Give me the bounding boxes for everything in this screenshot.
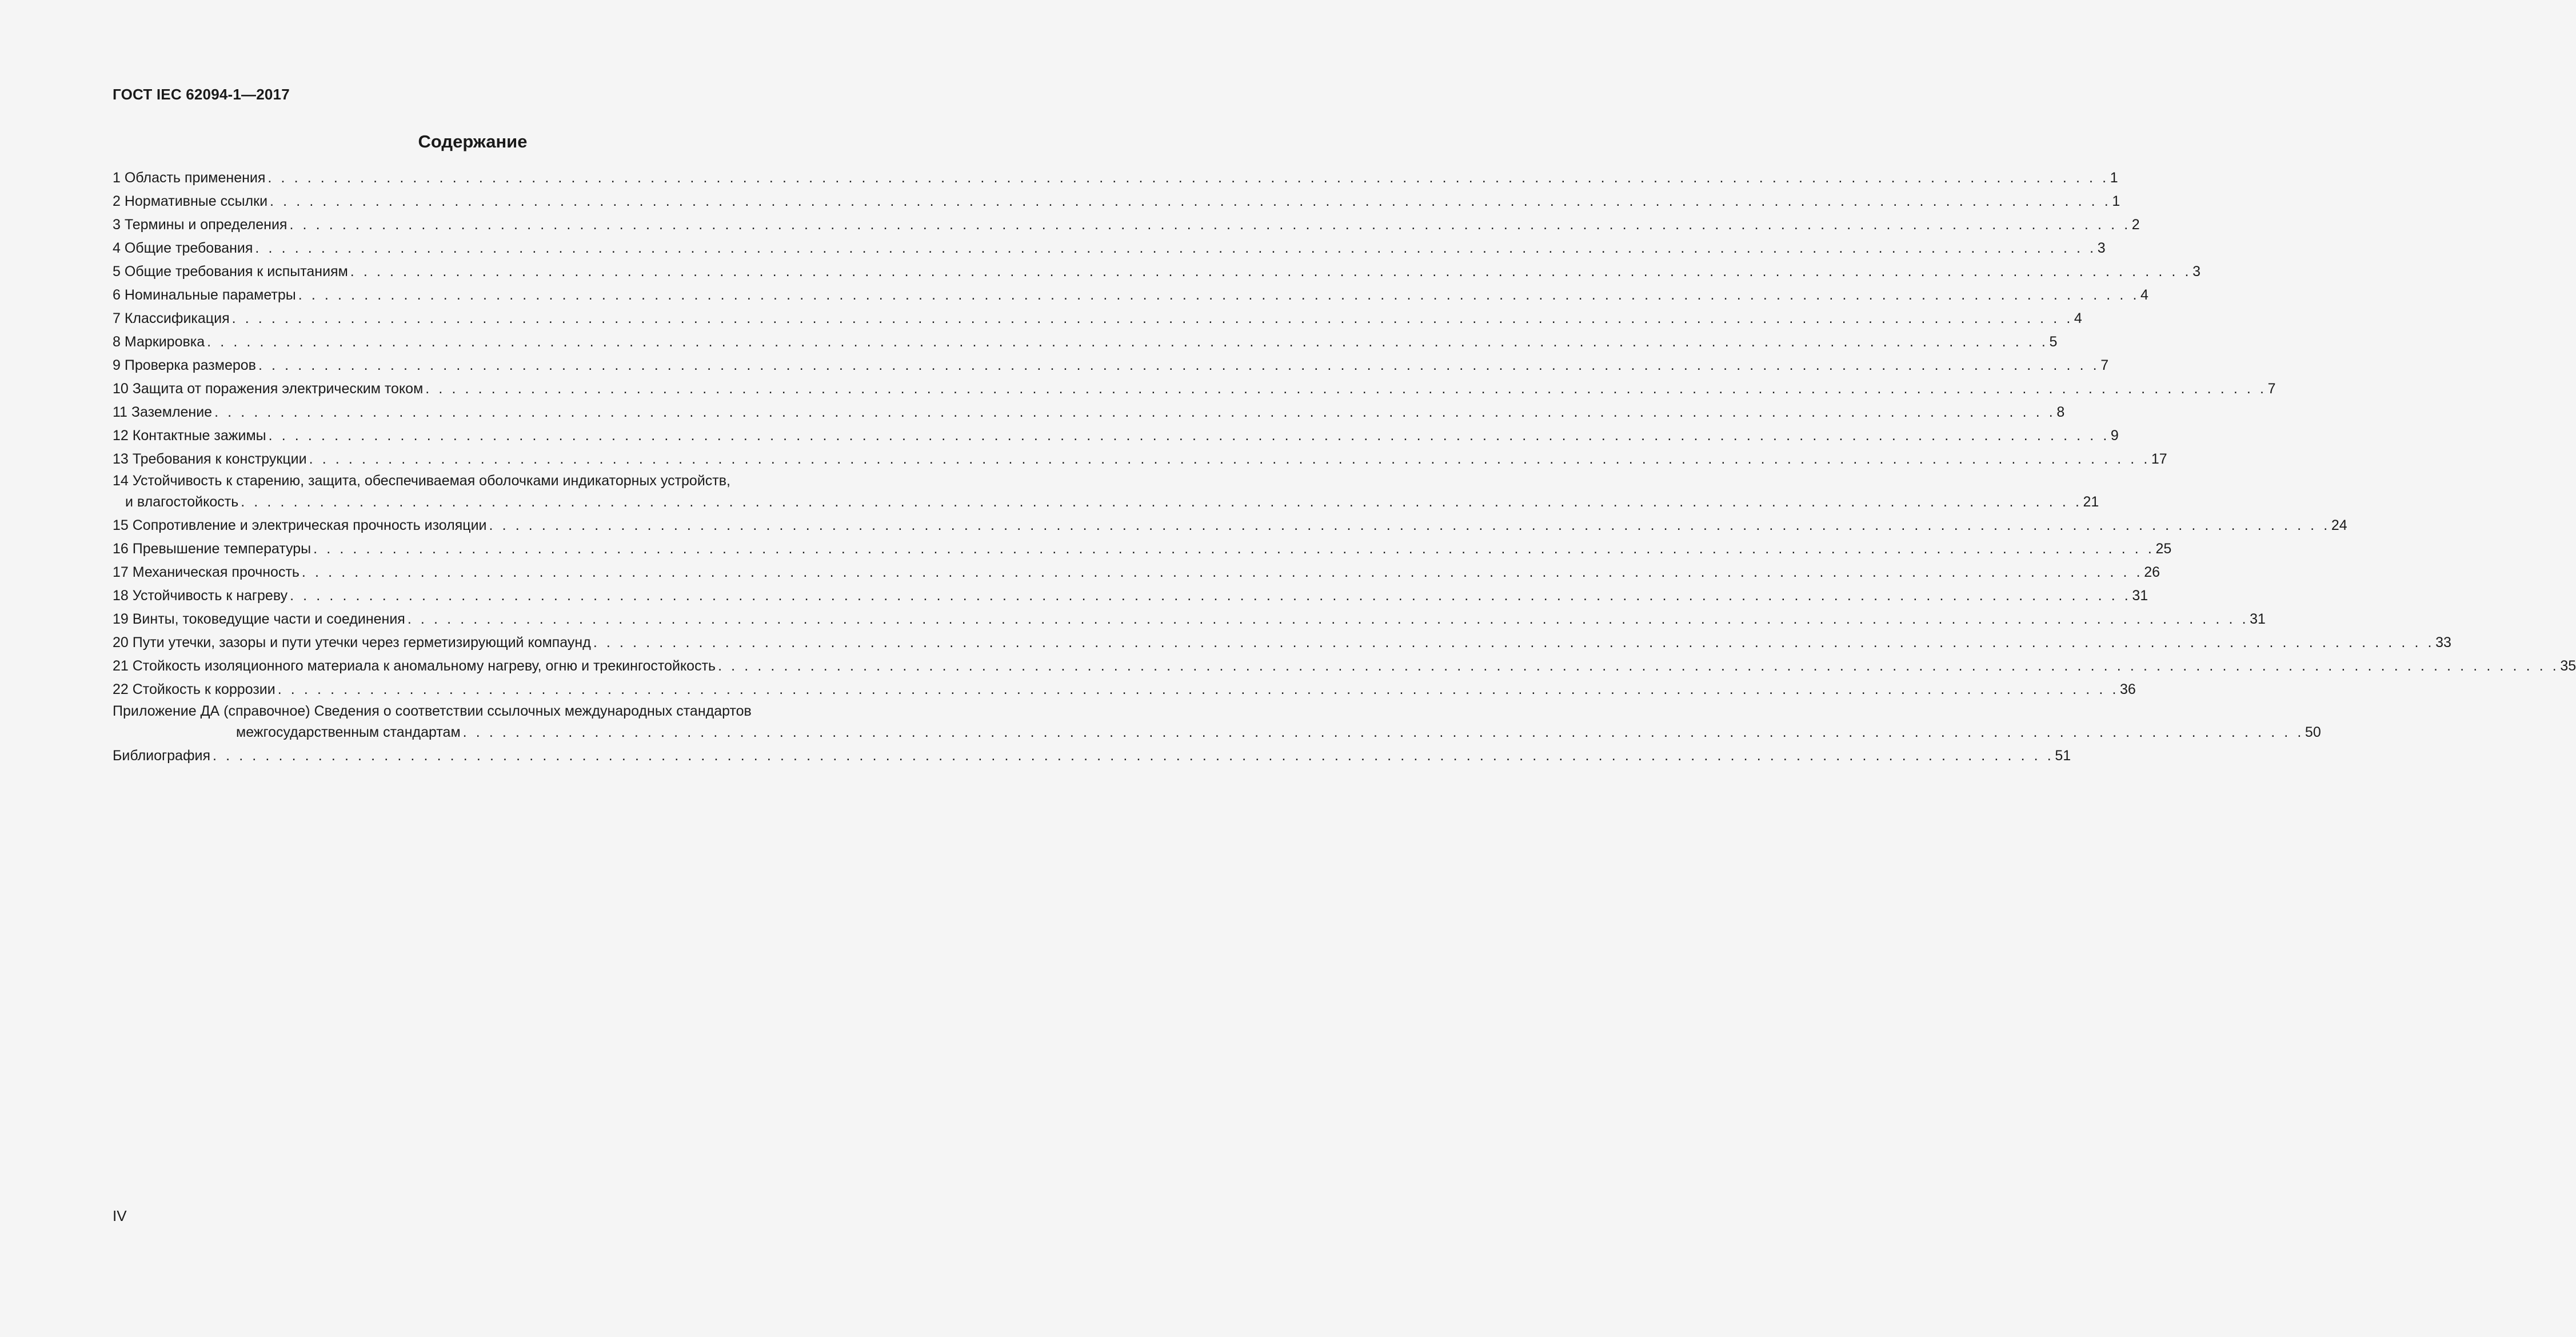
toc-entry-page: 33 bbox=[2435, 634, 2451, 650]
toc-entry[interactable] bbox=[113, 213, 2140, 237]
toc-entry[interactable] bbox=[113, 237, 2106, 260]
toc-entry-label: 8 Маркировка bbox=[113, 330, 205, 354]
toc-entry-page: 21 bbox=[2083, 494, 2099, 510]
toc-leader-dots: . . . . . . . . . . . . . . . . . . . . . . . . . . . . . . . . . . . . . . . . . . . . . . . . . . . . . . . . . . . . . . . . . . . . . . . . . . . . . . . . . . . . . . . . . . . . . . . . . . . . . . . . . . . . . . . . . . . . . . . . . . . . . . . . . . . . . . . . . . . . bbox=[214, 404, 2056, 420]
toc-leader-dots: . . . . . . . . . . . . . . . . . . . . . . . . . . . . . . . . . . . . . . . . . . . . . . . . . . . . . . . . . . . . . . . . . . . . . . . . . . . . . . . . . . . . . . . . . . . . . . . . . . . . . . . . . . . . . . . . . . . . . . . . . . . . . . . . . . . . . . . . . . . . bbox=[301, 564, 2143, 580]
toc-entry-label: 11 Заземление bbox=[113, 401, 212, 424]
toc-entry-label: 5 Общие требования к испытаниям bbox=[113, 260, 348, 284]
toc-entry-page: 35 bbox=[2560, 658, 2576, 674]
toc-entry-label: 19 Винты, токоведущие части и соединения bbox=[113, 608, 405, 631]
toc-leader-dots: . . . . . . . . . . . . . . . . . . . . . . . . . . . . . . . . . . . . . . . . . . . . . . . . . . . . . . . . . . . . . . . . . . . . . . . . . . . . . . . . . . . . . . . . . . . . . . . . . . . . . . . . . . . . . . . . . . . . . . . . . . . . . . . . . . . . . . . . . . . . bbox=[270, 193, 2111, 209]
toc-leader-dots: . . . . . . . . . . . . . . . . . . . . . . . . . . . . . . . . . . . . . . . . . . . . . . . . . . . . . . . . . . . . . . . . . . . . . . . . . . . . . . . . . . . . . . . . . . . . . . . . . . . . . . . . . . . . . . . . . . . . . . . . . . . . . . . . . . . . . . . . . . . . bbox=[425, 381, 2267, 397]
toc-entry[interactable] bbox=[113, 561, 2160, 584]
toc-entry-page: 24 bbox=[2331, 517, 2347, 533]
toc-leader-dots: . . . . . . . . . . . . . . . . . . . . . . . . . . . . . . . . . . . . . . . . . . . . . . . . . . . . . . . . . . . . . . . . . . . . . . . . . . . . . . . . . . . . . . . . . . . . . . . . . . . . . . . . . . . . . . . . . . . . . . . . . . . . . . . . . . . . . . . . . . . . bbox=[350, 264, 2192, 280]
toc-leader-dots: . . . . . . . . . . . . . . . . . . . . . . . . . . . . . . . . . . . . . . . . . . . . . . . . . . . . . . . . . . . . . . . . . . . . . . . . . . . . . . . . . . . . . . . . . . . . . . . . . . . . . . . . . . . . . . . . . . . . . . . . . . . . . . . . . . . . . . . . . . . . bbox=[268, 428, 2110, 444]
toc-entry[interactable] bbox=[113, 701, 2321, 744]
toc-entry-page: 36 bbox=[2120, 681, 2136, 697]
toc-leader-dots: . . . . . . . . . . . . . . . . . . . . . . . . . . . . . . . . . . . . . . . . . . . . . . . . . . . . . . . . . . . . . . . . . . . . . . . . . . . . . . . . . . . . . . . . . . . . . . . . . . . . . . . . . . . . . . . . . . . . . . . . . . . . . . . . . . . . . . . . . . . . bbox=[277, 681, 2119, 697]
toc-entry-label-line1: 14 Устойчивость к старению, защита, обеспечиваемая оболочками индикаторных устройств, bbox=[113, 473, 730, 489]
toc-leader-dots: . . . . . . . . . . . . . . . . . . . . . . . . . . . . . . . . . . . . . . . . . . . . . . . . . . . . . . . . . . . . . . . . . . . . . . . . . . . . . . . . . . . . . . . . . . . . . . . . . . . . . . . . . . . . . . . . . . . . . . . . . . . . . . . . . . . . . . . . . . . . bbox=[267, 170, 2109, 186]
toc-leader-dots: . . . . . . . . . . . . . . . . . . . . . . . . . . . . . . . . . . . . . . . . . . . . . . . . . . . . . . . . . . . . . . . . . . . . . . . . . . . . . . . . . . . . . . . . . . . . . . . . . . . . . . . . . . . . . . . . . . . . . . . . . . . . . . . . . . . . . . . . . . . . bbox=[241, 494, 2082, 510]
toc-entry-page: 31 bbox=[2132, 588, 2148, 604]
toc-leader-dots: . . . . . . . . . . . . . . . . . . . . . . . . . . . . . . . . . . . . . . . . . . . . . . . . . . . . . . . . . . . . . . . . . . . . . . . . . . . . . . . . . . . . . . . . . . . . . . . . . . . . . . . . . . . . . . . . . . . . . . . . . . . . . . . . . . . . . . . . . . . . bbox=[290, 588, 2131, 604]
toc-entry-page: 25 bbox=[2155, 541, 2172, 557]
toc-leader-dots: . . . . . . . . . . . . . . . . . . . . . . . . . . . . . . . . . . . . . . . . . . . . . . . . . . . . . . . . . . . . . . . . . . . . . . . . . . . . . . . . . . . . . . . . . . . . . . . . . . . . . . . . . . . . . . . . . . . . . . . . . . . . . . . . . . . . . . . . . . . . bbox=[309, 451, 2150, 467]
toc-leader-dots: . . . . . . . . . . . . . . . . . . . . . . . . . . . . . . . . . . . . . . . . . . . . . . . . . . . . . . . . . . . . . . . . . . . . . . . . . . . . . . . . . . . . . . . . . . . . . . . . . . . . . . . . . . . . . . . . . . . . . . . . . . . . . . . . . . . . . . . . . . . . bbox=[407, 611, 2249, 627]
toc-entry-page: 1 bbox=[2112, 193, 2120, 209]
toc-entry-label: Библиография bbox=[113, 744, 210, 768]
toc-leader-dots: . . . . . . . . . . . . . . . . . . . . . . . . . . . . . . . . . . . . . . . . . . . . . . . . . . . . . . . . . . . . . . . . . . . . . . . . . . . . . . . . . . . . . . . . . . . . . . . . . . . . . . . . . . . . . . . . . . . . . . . . . . . . . . . . . . . . . . . . . . . . bbox=[289, 217, 2131, 233]
toc-entry[interactable] bbox=[113, 377, 2276, 401]
toc-entry[interactable] bbox=[113, 678, 2136, 701]
toc-entry-page: 2 bbox=[2131, 217, 2140, 233]
toc-leader-dots: . . . . . . . . . . . . . . . . . . . . . . . . . . . . . . . . . . . . . . . . . . . . . . . . . . . . . . . . . . . . . . . . . . . . . . . . . . . . . . . . . . . . . . . . . . . . . . . . . . . . . . . . . . . . . . . . . . . . . . . . . . . . . . . . . . . . . . . . . . . . bbox=[718, 658, 2559, 674]
toc-leader-dots: . . . . . . . . . . . . . . . . . . . . . . . . . . . . . . . . . . . . . . . . . . . . . . . . . . . . . . . . . . . . . . . . . . . . . . . . . . . . . . . . . . . . . . . . . . . . . . . . . . . . . . . . . . . . . . . . . . . . . . . . . . . . . . . . . . . . . . . . . . . . bbox=[207, 334, 2048, 350]
toc-entry[interactable] bbox=[113, 166, 2118, 190]
toc-entry-page: 31 bbox=[2250, 611, 2266, 627]
toc-entry-label: и влагостойкость bbox=[125, 490, 238, 514]
toc-entry-label: 2 Нормативные ссылки bbox=[113, 190, 267, 213]
toc-title: Содержание bbox=[418, 131, 528, 151]
toc-entry-page: 26 bbox=[2144, 564, 2160, 580]
toc-entry-page: 1 bbox=[2110, 170, 2118, 186]
toc-entry-page: 7 bbox=[2100, 357, 2109, 373]
toc-entry[interactable] bbox=[113, 448, 2167, 471]
toc-entry[interactable] bbox=[113, 514, 2347, 537]
toc-entry-label: 15 Сопротивление и электрическая прочность изоляции bbox=[113, 514, 487, 537]
toc-entry[interactable] bbox=[113, 654, 2576, 678]
toc-entry[interactable] bbox=[113, 307, 2082, 330]
toc-entry[interactable] bbox=[113, 608, 2266, 631]
toc-entry-label: 22 Стойкость к коррозии bbox=[113, 678, 275, 701]
toc-entry-page: 3 bbox=[2097, 240, 2106, 256]
toc-entry-page: 17 bbox=[2151, 451, 2167, 467]
toc-leader-dots: . . . . . . . . . . . . . . . . . . . . . . . . . . . . . . . . . . . . . . . . . . . . . . . . . . . . . . . . . . . . . . . . . . . . . . . . . . . . . . . . . . . . . . . . . . . . . . . . . . . . . . . . . . . . . . . . . . . . . . . . . . . . . . . . . . . . . . . . . . . . bbox=[313, 541, 2155, 557]
toc-entry-page: 3 bbox=[2192, 264, 2200, 280]
toc-entry-page: 50 bbox=[2305, 724, 2321, 740]
toc-leader-dots: . . . . . . . . . . . . . . . . . . . . . . . . . . . . . . . . . . . . . . . . . . . . . . . . . . . . . . . . . . . . . . . . . . . . . . . . . . . . . . . . . . . . . . . . . . . . . . . . . . . . . . . . . . . . . . . . . . . . . . . . . . . . . . . . . . . . . . . . . . . . bbox=[489, 517, 2330, 533]
toc-entry[interactable] bbox=[113, 471, 2099, 514]
toc-entry[interactable] bbox=[113, 744, 2071, 768]
toc-entry-label: 6 Номинальные параметры bbox=[113, 284, 296, 307]
toc-entry-page: 4 bbox=[2140, 287, 2148, 303]
toc-entry[interactable] bbox=[113, 260, 2200, 284]
toc-entry-label: 16 Превышение температуры bbox=[113, 537, 311, 561]
toc-entry[interactable] bbox=[113, 537, 2172, 561]
toc-entry-page: 9 bbox=[2110, 428, 2119, 444]
toc-leader-dots: . . . . . . . . . . . . . . . . . . . . . . . . . . . . . . . . . . . . . . . . . . . . . . . . . . . . . . . . . . . . . . . . . . . . . . . . . . . . . . . . . . . . . . . . . . . . . . . . . . . . . . . . . . . . . . . . . . . . . . . . . . . . . . . . . . . . . . . . . . . . bbox=[258, 357, 2100, 373]
toc-entry-label: 1 Область применения bbox=[113, 166, 265, 190]
toc-entry[interactable] bbox=[113, 284, 2148, 307]
toc-entry[interactable] bbox=[113, 584, 2148, 608]
toc-entry-page: 5 bbox=[2049, 334, 2058, 350]
toc-entry-label: 12 Контактные зажимы bbox=[113, 424, 266, 448]
toc-leader-dots: . . . . . . . . . . . . . . . . . . . . . . . . . . . . . . . . . . . . . . . . . . . . . . . . . . . . . . . . . . . . . . . . . . . . . . . . . . . . . . . . . . . . . . . . . . . . . . . . . . . . . . . . . . . . . . . . . . . . . . . . . . . . . . . . . . . . . . . . . . . . bbox=[593, 634, 2435, 650]
toc-entry-page: 8 bbox=[2056, 404, 2065, 420]
page-number: IV bbox=[113, 1207, 127, 1224]
toc-leader-dots: . . . . . . . . . . . . . . . . . . . . . . . . . . . . . . . . . . . . . . . . . . . . . . . . . . . . . . . . . . . . . . . . . . . . . . . . . . . . . . . . . . . . . . . . . . . . . . . . . . . . . . . . . . . . . . . . . . . . . . . . . . . . . . . . . . . . . . . . . . . . bbox=[255, 240, 2096, 256]
toc-leader-dots: . . . . . . . . . . . . . . . . . . . . . . . . . . . . . . . . . . . . . . . . . . . . . . . . . . . . . . . . . . . . . . . . . . . . . . . . . . . . . . . . . . . . . . . . . . . . . . . . . . . . . . . . . . . . . . . . . . . . . . . . . . . . . . . . . . . . . . . . . . . . bbox=[298, 287, 2140, 303]
toc-entry-label: 18 Устойчивость к нагреву bbox=[113, 584, 287, 608]
toc-entry-label: 10 Защита от поражения электрическим током bbox=[113, 377, 423, 401]
toc-entry[interactable] bbox=[113, 424, 2119, 448]
toc-entry-label: 17 Механическая прочность bbox=[113, 561, 299, 584]
toc-entry-label: 7 Классификация bbox=[113, 307, 230, 330]
toc-entry-page: 7 bbox=[2267, 381, 2276, 397]
toc-entry-label-line1: Приложение ДА (справочное) Сведения о соответствии ссылочных международных стандартов bbox=[113, 703, 752, 719]
toc-entry[interactable] bbox=[113, 401, 2065, 424]
toc-entry-label: 9 Проверка размеров bbox=[113, 354, 256, 377]
toc-entry-label: 13 Требования к конструкции bbox=[113, 448, 307, 471]
toc-entry-label: 21 Стойкость изоляционного материала к аномальному нагреву, огню и трекингостойкость bbox=[113, 654, 716, 678]
toc-entry[interactable] bbox=[113, 330, 2058, 354]
toc-entry-label: 3 Термины и определения bbox=[113, 213, 287, 237]
toc-entry-label: межгосударственным стандартам bbox=[236, 721, 461, 744]
table-of-contents bbox=[113, 166, 2576, 768]
toc-entry-page: 4 bbox=[2074, 310, 2082, 326]
toc-leader-dots: . . . . . . . . . . . . . . . . . . . . . . . . . . . . . . . . . . . . . . . . . . . . . . . . . . . . . . . . . . . . . . . . . . . . . . . . . . . . . . . . . . . . . . . . . . . . . . . . . . . . . . . . . . . . . . . . . . . . . . . . . . . . . . . . . . . . . . . . . . . . bbox=[231, 310, 2073, 326]
toc-leader-dots: . . . . . . . . . . . . . . . . . . . . . . . . . . . . . . . . . . . . . . . . . . . . . . . . . . . . . . . . . . . . . . . . . . . . . . . . . . . . . . . . . . . . . . . . . . . . . . . . . . . . . . . . . . . . . . . . . . . . . . . . . . . . . . . . . . . . . . . . . . . . bbox=[213, 748, 2054, 764]
toc-entry-page: 51 bbox=[2055, 748, 2071, 764]
toc-entry[interactable] bbox=[113, 631, 2451, 654]
toc-entry-label: 4 Общие требования bbox=[113, 237, 253, 260]
toc-entry[interactable] bbox=[113, 354, 2109, 377]
document-code: ГОСТ IEC 62094-1—2017 bbox=[113, 86, 290, 103]
toc-leader-dots: . . . . . . . . . . . . . . . . . . . . . . . . . . . . . . . . . . . . . . . . . . . . . . . . . . . . . . . . . . . . . . . . . . . . . . . . . . . . . . . . . . . . . . . . . . . . . . . . . . . . . . . . . . . . . . . . . . . . . . . . . . . . . . . . . . . . . . . . . . . . bbox=[462, 724, 2304, 740]
toc-entry[interactable] bbox=[113, 190, 2120, 213]
toc-entry-label: 20 Пути утечки, зазоры и пути утечки через герметизирующий компаунд bbox=[113, 631, 591, 654]
